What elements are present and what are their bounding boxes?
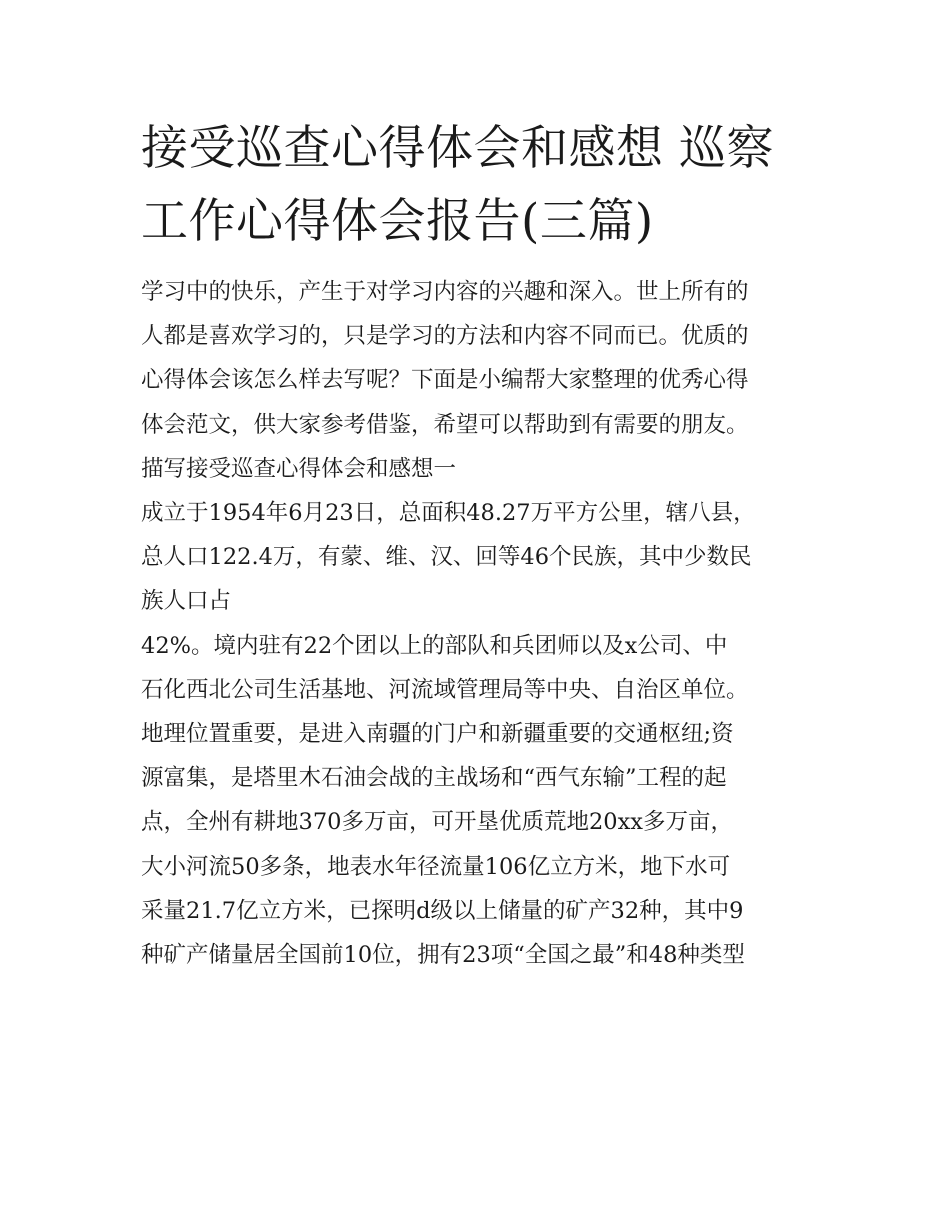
document-page xyxy=(141,112,813,977)
body-line: 采量21.7亿立方米，已探明d级以上储量的矿产32种，其中9 xyxy=(141,897,744,924)
body-line: 42%。境内驻有22个团以上的部队和兵团师以及x公司、中 xyxy=(141,632,728,659)
body-line: 源富集，是塔里木石油会战的主战场和“西气东输”工程的起 xyxy=(141,765,727,792)
body-line: 地理位置重要，是进入南疆的门户和新疆重要的交通枢纽;资 xyxy=(141,721,734,748)
body-line: 种矿产储量居全国前10位，拥有23项“全国之最”和48种类型 xyxy=(141,942,745,969)
body-line: 总人口122.4万，有蒙、维、汉、回等46个民族，其中少数民 xyxy=(141,544,752,571)
body-line: 石化西北公司生活基地、河流域管理局等中央、自治区单位。 xyxy=(141,676,749,703)
body-line: 大小河流50多条，地表水年径流量106亿立方米，地下水可 xyxy=(141,853,731,880)
body-line: 学习中的快乐，产生于对学习内容的兴趣和深入。世上所有的 xyxy=(141,279,749,305)
body-line: 体会范文，供大家参考借鉴，希望可以帮助到有需要的朋友。 xyxy=(141,411,749,438)
title-line: 工作心得体会报告(三篇) xyxy=(141,194,654,249)
body-line: 成立于1954年6月23日，总面积48.27万平方公里，辖八县， xyxy=(141,500,756,527)
body-line: 人都是喜欢学习的，只是学习的方法和内容不同而已。优质的 xyxy=(141,323,749,350)
document-title xyxy=(141,112,813,258)
document-body xyxy=(141,270,813,977)
body-line: 心得体会该怎么样去写呢？下面是小编帮大家整理的优秀心得 xyxy=(141,367,749,394)
title-line: 接受巡查心得体会和感想 巡察 xyxy=(141,121,774,176)
body-line: 点，全州有耕地370多万亩，可开垦优质荒地20xx多万亩， xyxy=(141,809,733,836)
section-heading: 描写接受巡查心得体会和感想一 xyxy=(141,455,457,482)
body-line: 族人口占 xyxy=(141,588,232,615)
